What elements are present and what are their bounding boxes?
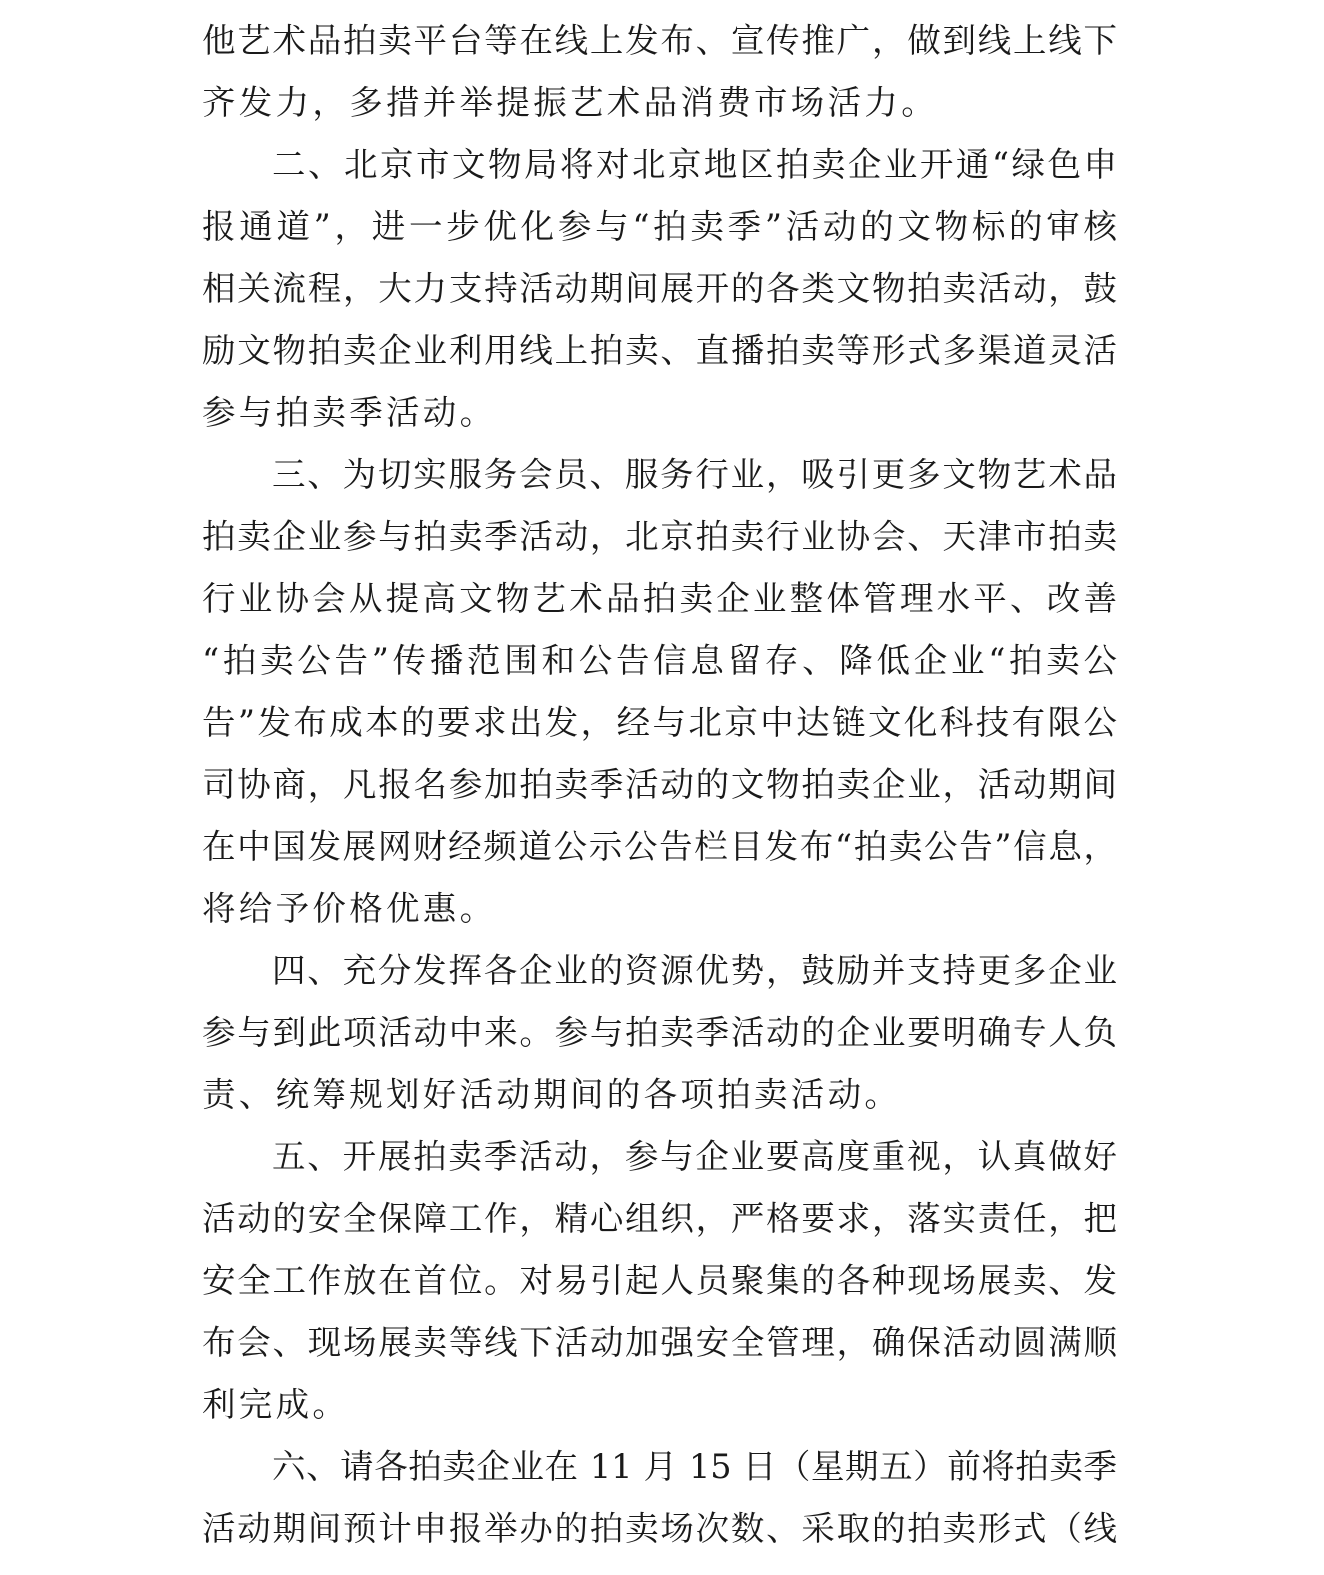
text-line: 责、统筹规划好活动期间的各项拍卖活动。 (202, 1075, 902, 1114)
text-line: 励文物拍卖企业利用线上拍卖、直播拍卖等形式多渠道灵活 (202, 331, 1117, 370)
text-line: 参与拍卖季活动。 (202, 393, 497, 432)
text-line: 参与到此项活动中来。参与拍卖季活动的企业要明确专人负 (202, 1013, 1117, 1052)
paragraph-start-line: 三、为切实服务会员、服务行业，吸引更多文物艺术品 (272, 455, 1117, 494)
text-line: 活动的安全保障工作，精心组织，严格要求，落实责任，把 (202, 1199, 1117, 1238)
paragraph-start-line: 二、北京市文物局将对北京地区拍卖企业开通“绿色申 (272, 145, 1117, 184)
text-line: 在中国发展网财经频道公示公告栏目发布“拍卖公告”信息， (202, 827, 1117, 866)
text-line: 司协商，凡报名参加拍卖季活动的文物拍卖企业，活动期间 (202, 765, 1117, 804)
text-line: 将给予价格优惠。 (202, 889, 497, 928)
paragraph-start-line: 五、开展拍卖季活动，参与企业要高度重视，认真做好 (272, 1137, 1117, 1176)
text-line: 行业协会从提高文物艺术品拍卖企业整体管理水平、改善 (202, 579, 1117, 618)
text-line: 安全工作放在首位。对易引起人员聚集的各种现场展卖、发 (202, 1261, 1117, 1300)
text-line: 他艺术品拍卖平台等在线上发布、宣传推广，做到线上线下 (202, 21, 1117, 60)
text-line: “拍卖公告”传播范围和公告信息留存、降低企业“拍卖公 (202, 641, 1117, 680)
text-line: 齐发力，多措并举提振艺术品消费市场活力。 (202, 83, 938, 122)
text-line: 相关流程，大力支持活动期间展开的各类文物拍卖活动，鼓 (202, 269, 1117, 308)
text-line: 告”发布成本的要求出发，经与北京中达链文化科技有限公 (202, 703, 1117, 742)
paragraph-start-line: 六、请各拍卖企业在 11 月 15 日（星期五）前将拍卖季 (272, 1447, 1117, 1486)
paragraph-start-line: 四、充分发挥各企业的资源优势，鼓励并支持更多企业 (272, 951, 1117, 990)
text-line: 活动期间预计申报举办的拍卖场次数、采取的拍卖形式（线 (202, 1509, 1117, 1548)
text-line: 拍卖企业参与拍卖季活动，北京拍卖行业协会、天津市拍卖 (202, 517, 1117, 556)
text-line: 报通道”，进一步优化参与“拍卖季”活动的文物标的审核 (202, 207, 1117, 246)
text-line: 布会、现场展卖等线下活动加强安全管理，确保活动圆满顺 (202, 1323, 1117, 1362)
text-line: 利完成。 (202, 1385, 350, 1424)
